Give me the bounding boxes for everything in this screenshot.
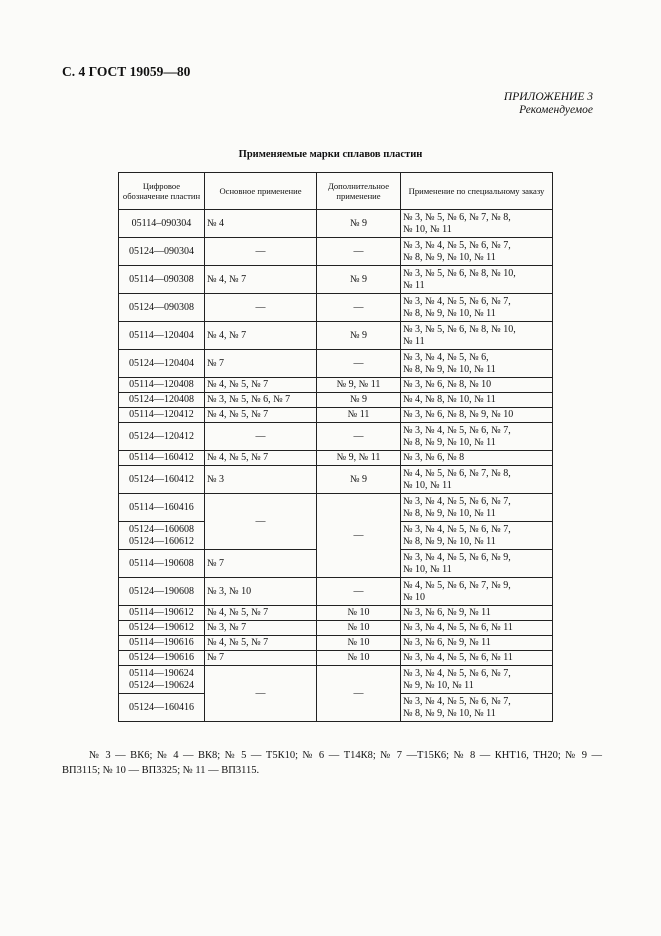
cell-code: [119, 408, 205, 423]
cell-special: [401, 522, 553, 550]
cell-additional: № 10: [317, 636, 401, 651]
alloy-grades-table: [118, 172, 553, 722]
cell-code: [119, 210, 205, 238]
cell-code: [119, 350, 205, 378]
header-additional: Дополнительное применение: [317, 173, 401, 210]
special-line: № 3, № 4, № 5, № 6, № 11: [403, 652, 513, 663]
plate-code: 05124—160612: [129, 535, 194, 547]
cell-primary: —: [205, 238, 317, 266]
cell-special: [401, 466, 553, 494]
cell-special: [401, 238, 553, 266]
cell-primary: № 3, № 5, № 6, № 7: [205, 393, 317, 408]
cell-special: [401, 408, 553, 423]
special-line: № 3, № 4, № 5, № 6, № 7,: [403, 523, 511, 535]
special-line: № 3, № 4, № 5, № 6, № 11: [403, 622, 513, 633]
cell-special: [401, 350, 553, 378]
cell-code: [119, 550, 205, 578]
footnote: [62, 748, 602, 778]
table-body: [119, 210, 553, 722]
cell-additional: № 10: [317, 621, 401, 636]
plate-code: 05114—190612: [129, 607, 194, 618]
plate-code: 05124—120404: [129, 357, 194, 369]
cell-special: [401, 322, 553, 350]
cell-code: [119, 466, 205, 494]
cell-code: [119, 578, 205, 606]
cell-additional: —: [317, 238, 401, 266]
special-line: № 3, № 4, № 5, № 6, № 7,: [403, 239, 511, 251]
cell-primary: № 4, № 7: [205, 322, 317, 350]
cell-primary: —: [205, 294, 317, 322]
special-line: № 3, № 4, № 5, № 6,: [403, 351, 489, 363]
cell-code: [119, 393, 205, 408]
table-row: [119, 606, 553, 621]
cell-code: [119, 322, 205, 350]
cell-additional: № 9: [317, 322, 401, 350]
special-line: № 3, № 4, № 5, № 6, № 7,: [403, 695, 511, 707]
special-line: № 8, № 9, № 10, № 11: [403, 436, 496, 448]
cell-special: [401, 494, 553, 522]
special-line: № 8, № 9, № 10, № 11: [403, 507, 496, 519]
cell-code: [119, 666, 205, 694]
header-special: Применение по специальному заказу: [401, 173, 553, 210]
cell-code: [119, 651, 205, 666]
cell-additional: —: [317, 423, 401, 451]
special-line: № 10, № 11: [403, 563, 452, 575]
cell-additional: —: [317, 578, 401, 606]
cell-primary: № 4, № 7: [205, 266, 317, 294]
cell-primary: —: [205, 666, 317, 722]
cell-additional: № 9, № 11: [317, 378, 401, 393]
cell-special: [401, 378, 553, 393]
special-line: № 3, № 6, № 9, № 11: [403, 637, 491, 648]
special-line: № 8, № 9, № 10, № 11: [403, 707, 496, 719]
plate-code: 05114—190608: [129, 557, 194, 569]
cell-additional: № 10: [317, 606, 401, 621]
cell-special: [401, 393, 553, 408]
cell-primary: № 7: [205, 350, 317, 378]
cell-special: [401, 666, 553, 694]
table-row: [119, 578, 553, 606]
table-row: [119, 636, 553, 651]
cell-special: [401, 606, 553, 621]
special-line: № 10: [403, 591, 426, 603]
plate-code: 05124—190624: [129, 679, 194, 691]
cell-primary: № 4: [205, 210, 317, 238]
plate-code: 05124—190612: [129, 622, 194, 633]
appendix-heading: [504, 91, 593, 117]
cell-primary: № 4, № 5, № 7: [205, 408, 317, 423]
cell-code: [119, 694, 205, 722]
appendix-label: ПРИЛОЖЕНИЕ 3: [503, 91, 593, 103]
special-line: № 3, № 4, № 5, № 6, № 7,: [403, 424, 511, 436]
cell-primary: № 3: [205, 466, 317, 494]
table-row: [119, 451, 553, 466]
cell-code: [119, 378, 205, 393]
special-line: № 3, № 5, № 6, № 8, № 10,: [403, 323, 516, 335]
cell-additional: № 9, № 11: [317, 451, 401, 466]
cell-additional: —: [317, 350, 401, 378]
plate-code: 05124—090304: [129, 245, 194, 257]
table-row: [119, 393, 553, 408]
plate-code: 05114—120412: [129, 409, 194, 420]
plate-code: 05114—160416: [129, 501, 194, 513]
plate-code: 05124—120412: [129, 430, 194, 442]
header-primary: Основное применение: [205, 173, 317, 210]
special-line: № 10, № 11: [403, 479, 452, 491]
cell-code: [119, 451, 205, 466]
plate-code: 05124—160412: [129, 473, 194, 485]
table-row: [119, 494, 553, 522]
page-reference: С. 4 ГОСТ 19059—80: [62, 64, 191, 79]
footnote-line-1: № 3 — ВК6; № 4 — ВК8; № 5 — Т5К10; № 6 — Т14К8; № 7 —Т15К6; № 8 — КНТ16, ТН20; № 9 —: [89, 750, 602, 761]
special-line: № 3, № 5, № 6, № 8, № 10,: [403, 267, 516, 279]
cell-additional: № 9: [317, 393, 401, 408]
special-line: № 3, № 4, № 5, № 6, № 7,: [403, 295, 511, 307]
special-line: № 8, № 9, № 10, № 11: [403, 307, 496, 319]
table-row: [119, 266, 553, 294]
plate-code: 05114—190624: [129, 667, 194, 679]
cell-code: [119, 238, 205, 266]
table-row: [119, 666, 553, 694]
table-row: [119, 350, 553, 378]
cell-special: [401, 294, 553, 322]
cell-special: [401, 636, 553, 651]
cell-special: [401, 621, 553, 636]
cell-code: [119, 494, 205, 522]
special-line: № 3, № 4, № 5, № 6, № 7,: [403, 495, 511, 507]
table-row: [119, 210, 553, 238]
cell-primary: № 4, № 5, № 7: [205, 378, 317, 393]
plate-code: 05114–090304: [131, 217, 192, 229]
cell-primary: —: [205, 423, 317, 451]
special-line: № 3, № 4, № 5, № 6, № 7,: [403, 667, 511, 679]
cell-primary: № 4, № 5, № 7: [205, 606, 317, 621]
table-row: [119, 322, 553, 350]
plate-code: 05124—160608: [129, 523, 194, 535]
cell-special: [401, 550, 553, 578]
plate-code: 05114—160412: [129, 452, 194, 463]
special-line: № 8, № 9, № 10, № 11: [403, 251, 496, 263]
plate-code: 05114—120408: [129, 379, 194, 390]
plate-code: 05124—160416: [129, 701, 194, 713]
cell-primary: № 7: [205, 550, 317, 578]
cell-special: [401, 451, 553, 466]
plate-code: 05124—190616: [129, 652, 194, 663]
cell-additional: № 10: [317, 651, 401, 666]
table-row: [119, 651, 553, 666]
special-line: № 8, № 9, № 10, № 11: [403, 363, 496, 375]
special-line: № 3, № 6, № 8, № 10: [403, 379, 492, 390]
cell-primary: № 3, № 7: [205, 621, 317, 636]
cell-code: [119, 606, 205, 621]
table-title: Применяемые марки сплавов пластин: [238, 149, 423, 160]
cell-primary: —: [205, 494, 317, 550]
special-line: № 11: [403, 279, 425, 291]
cell-code: [119, 294, 205, 322]
cell-code: [119, 266, 205, 294]
special-line: № 3, № 6, № 8: [403, 452, 465, 463]
cell-additional: —: [317, 666, 401, 722]
special-line: № 11: [403, 335, 425, 347]
cell-additional: № 11: [317, 408, 401, 423]
cell-special: [401, 694, 553, 722]
table-header-row: [119, 173, 553, 210]
cell-primary: № 4, № 5, № 7: [205, 636, 317, 651]
cell-special: [401, 578, 553, 606]
cell-additional: № 9: [317, 466, 401, 494]
footnote-line-2: ВП3115; № 10 — ВП3325; № 11 — ВП3115.: [62, 765, 260, 776]
cell-code: [119, 621, 205, 636]
special-line: № 9, № 10, № 11: [403, 679, 474, 691]
special-line: № 4, № 5, № 6, № 7, № 9,: [403, 579, 511, 591]
plate-code: 05124—120408: [129, 394, 194, 405]
special-line: № 3, № 6, № 9, № 11: [403, 607, 491, 618]
table-row: [119, 423, 553, 451]
cell-code: [119, 522, 205, 550]
cell-primary: № 7: [205, 651, 317, 666]
table-row: [119, 621, 553, 636]
plate-code: 05124—090308: [129, 301, 194, 313]
plate-code: 05114—190616: [129, 637, 194, 648]
cell-code: [119, 423, 205, 451]
table-row: [119, 466, 553, 494]
cell-primary: № 4, № 5, № 7: [205, 451, 317, 466]
cell-special: [401, 423, 553, 451]
special-line: № 10, № 11: [403, 223, 452, 235]
cell-additional: —: [317, 494, 401, 578]
cell-additional: № 9: [317, 266, 401, 294]
special-line: № 3, № 4, № 5, № 6, № 9,: [403, 551, 511, 563]
special-line: № 3, № 5, № 6, № 7, № 8,: [403, 211, 511, 223]
cell-special: [401, 210, 553, 238]
header-code: Цифровое обозначение пластин: [119, 173, 205, 210]
plate-code: 05114—120404: [129, 329, 194, 341]
special-line: № 4, № 5, № 6, № 7, № 8,: [403, 467, 511, 479]
cell-additional: № 9: [317, 210, 401, 238]
table-row: [119, 238, 553, 266]
appendix-status: Рекомендуемое: [519, 104, 593, 116]
table-row: [119, 294, 553, 322]
table-row: [119, 378, 553, 393]
plate-code: 05114—090308: [129, 273, 194, 285]
special-line: № 8, № 9, № 10, № 11: [403, 535, 496, 547]
cell-primary: № 3, № 10: [205, 578, 317, 606]
table-row: [119, 408, 553, 423]
plate-code: 05124—190608: [129, 585, 194, 597]
cell-code: [119, 636, 205, 651]
cell-special: [401, 266, 553, 294]
cell-additional: —: [317, 294, 401, 322]
special-line: № 4, № 8, № 10, № 11: [403, 394, 496, 405]
special-line: № 3, № 6, № 8, № 9, № 10: [403, 409, 514, 420]
cell-special: [401, 651, 553, 666]
